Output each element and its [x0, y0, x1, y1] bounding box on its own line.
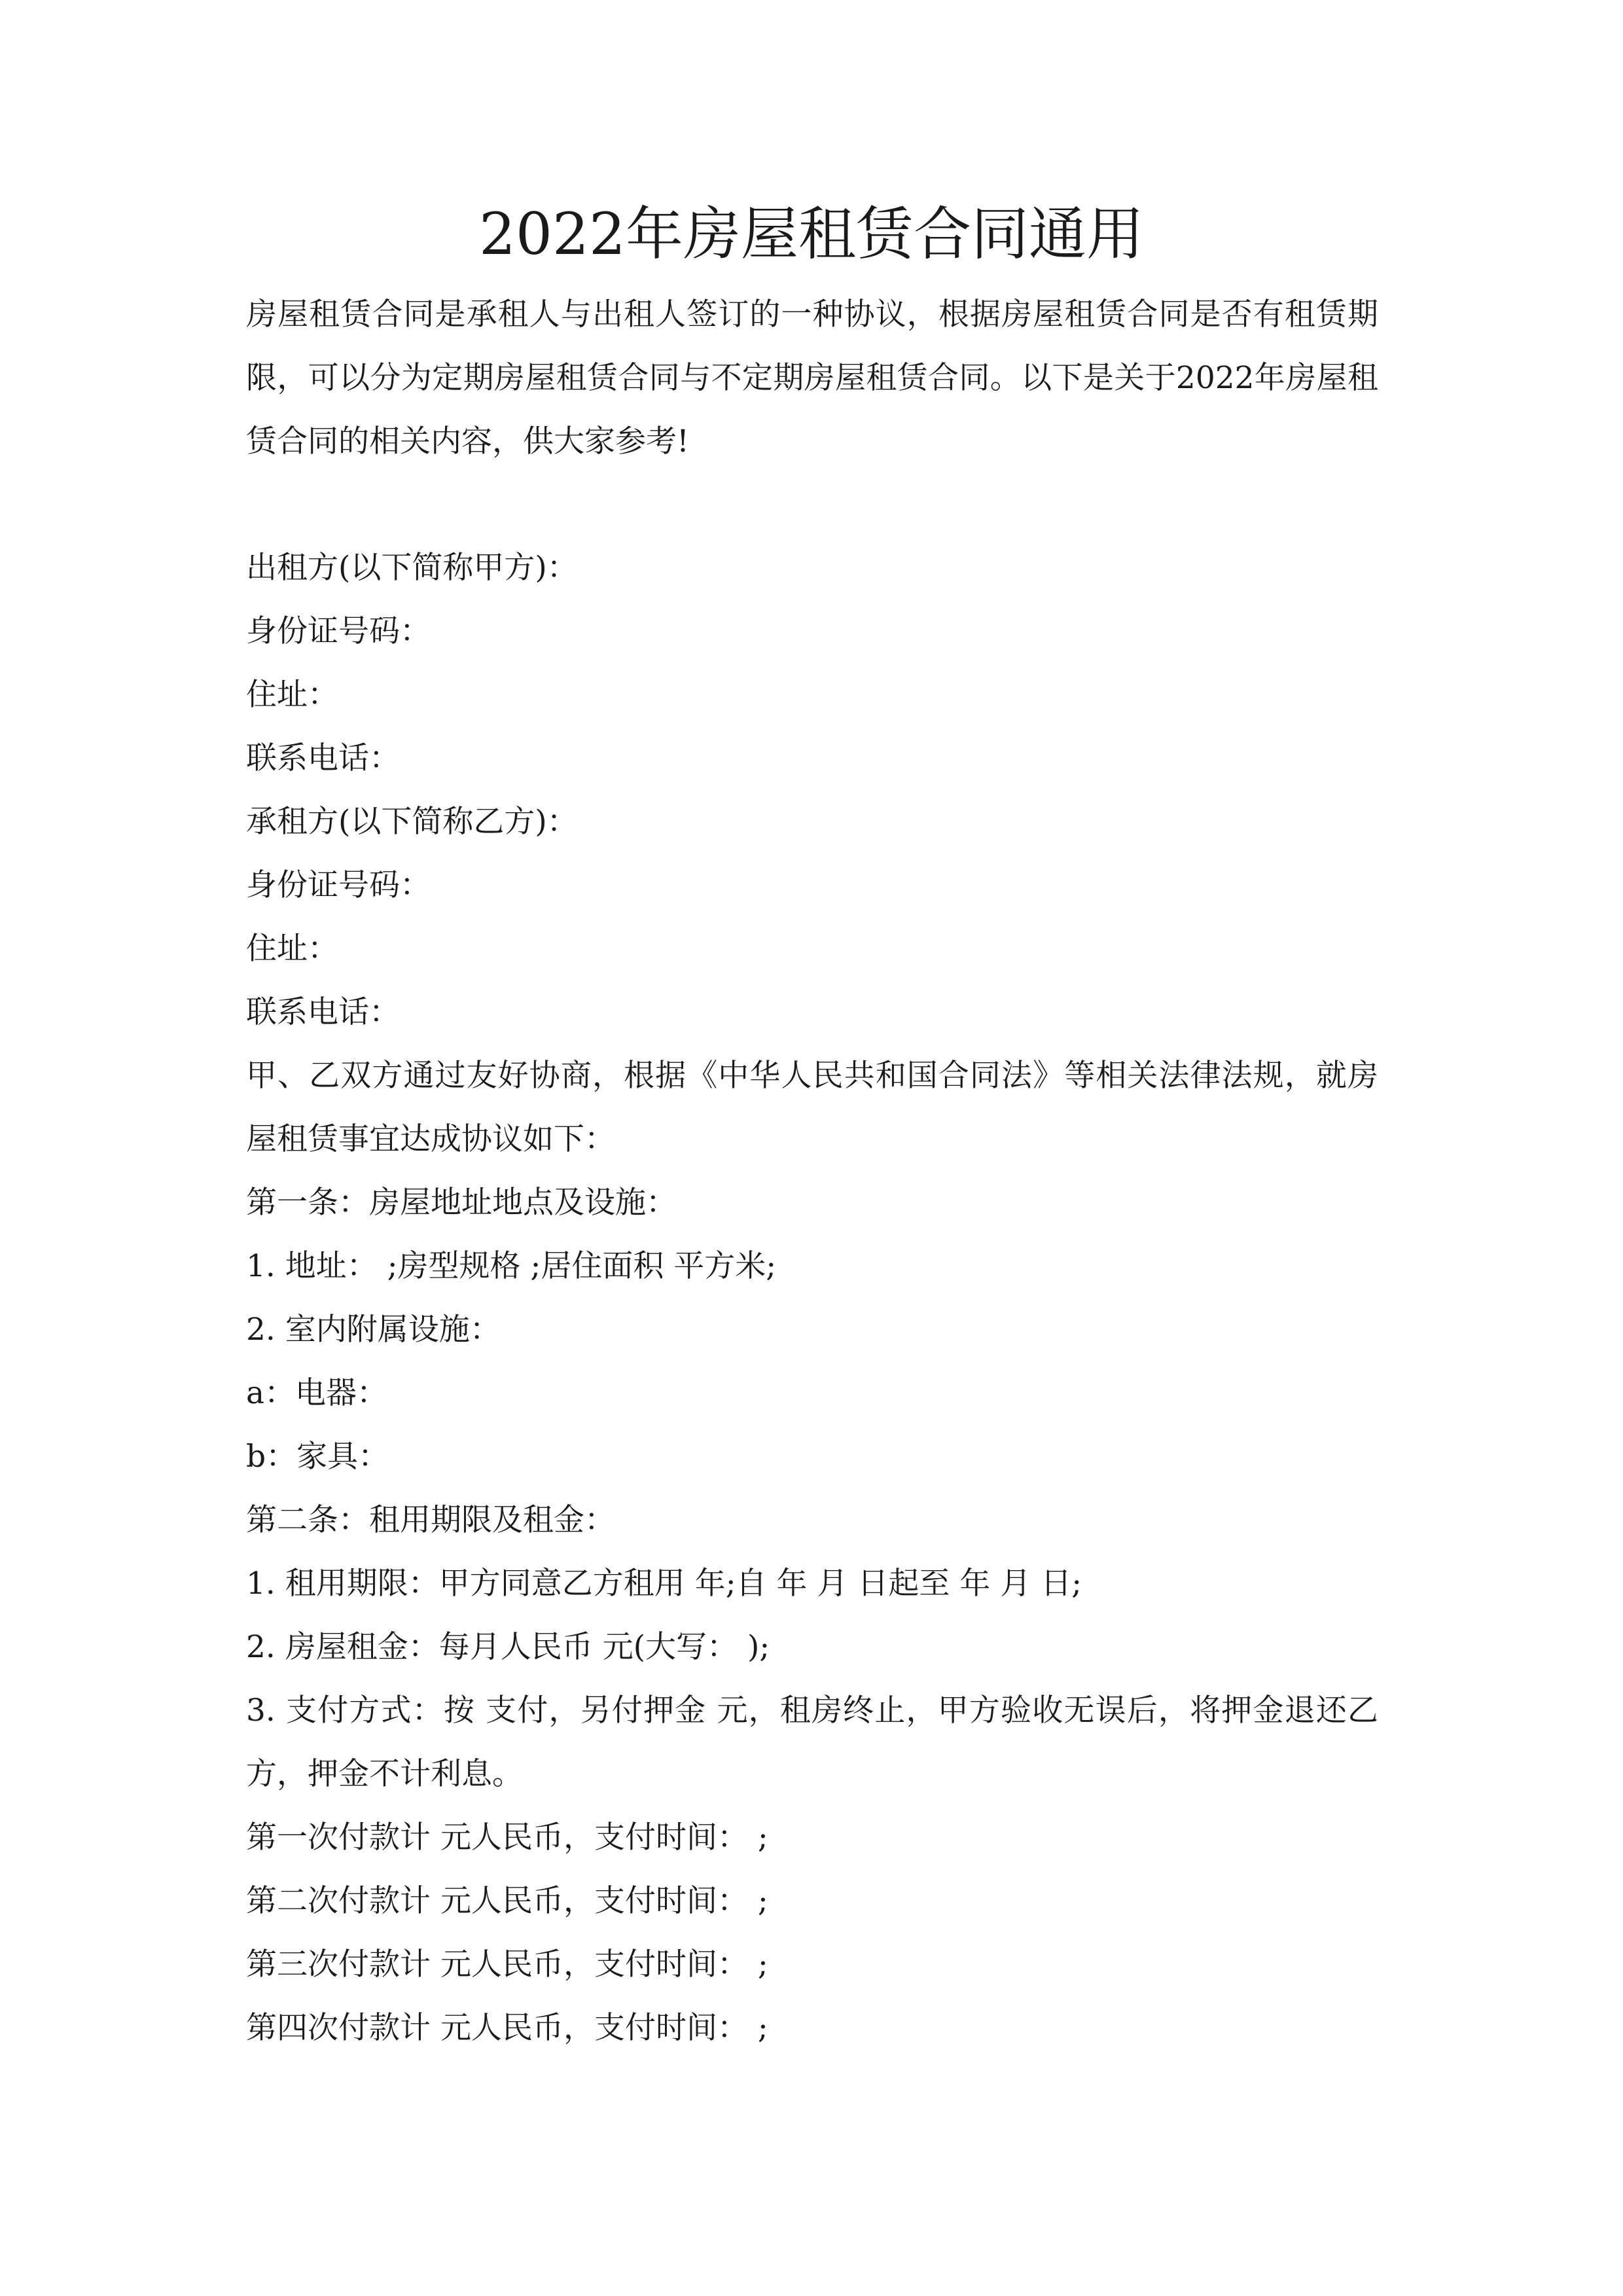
paragraph-spacer: [246, 473, 1378, 536]
article-one-item-b: b：家具：: [246, 1439, 389, 1475]
document-title: 2022年房屋租赁合同通用: [479, 200, 1144, 268]
article-two-item-3: 3. 支付方式：按 支付，另付押金 元，租房终止，甲方验收无误后，将押金退还乙方，押金不计利息。: [246, 1693, 1378, 1792]
payment-line-2: 第二次付款计 元人民币，支付时间： ;: [246, 1883, 768, 1919]
lessee-label: 承租方(以下简称乙方)：: [246, 804, 578, 840]
article-one-heading: 第一条：房屋地址地点及设施：: [246, 1185, 677, 1221]
article-two-item-1: 1. 租用期限：甲方同意乙方租用 年;自 年 月 日起至 年 月 日;: [246, 1566, 1082, 1602]
lessor-phone: 联系电话：: [246, 740, 400, 776]
article-one-item-a: a：电器：: [246, 1375, 388, 1411]
lessee-id-number: 身份证号码：: [246, 867, 431, 903]
article-one-item-2: 2. 室内附属设施：: [246, 1312, 501, 1348]
document-body: [246, 283, 1378, 2060]
article-two-heading: 第二条：租用期限及租金：: [246, 1502, 615, 1538]
intro-paragraph: 房屋租赁合同是承租人与出租人签订的一种协议，根据房屋租赁合同是否有租赁期限，可以分为定期房屋租赁合同与不定期房屋租赁合同。以下是关于2022年房屋租赁合同的相关内容，供大家参考!: [246, 296, 1378, 459]
lessor-id-number: 身份证号码：: [246, 613, 431, 649]
payment-line-3: 第三次付款计 元人民币，支付时间： ;: [246, 1946, 768, 1982]
lessee-address: 住址：: [246, 931, 338, 967]
article-one-item-1: 1. 地址： ;房型规格 ;居住面积 平方米;: [246, 1248, 777, 1284]
lessee-phone: 联系电话：: [246, 994, 400, 1030]
lessor-address: 住址：: [246, 677, 338, 713]
lessor-label: 出租方(以下简称甲方)：: [246, 550, 578, 586]
payment-line-4: 第四次付款计 元人民币，支付时间： ;: [246, 2010, 768, 2046]
payment-line-1: 第一次付款计 元人民币，支付时间： ;: [246, 1820, 768, 1856]
agreement-preamble: 甲、乙双方通过友好协商，根据《中华人民共和国合同法》等相关法律法规，就房屋租赁事宜达成协议如下：: [246, 1058, 1378, 1157]
article-two-item-2: 2. 房屋租金：每月人民币 元(大写： );: [246, 1629, 770, 1665]
